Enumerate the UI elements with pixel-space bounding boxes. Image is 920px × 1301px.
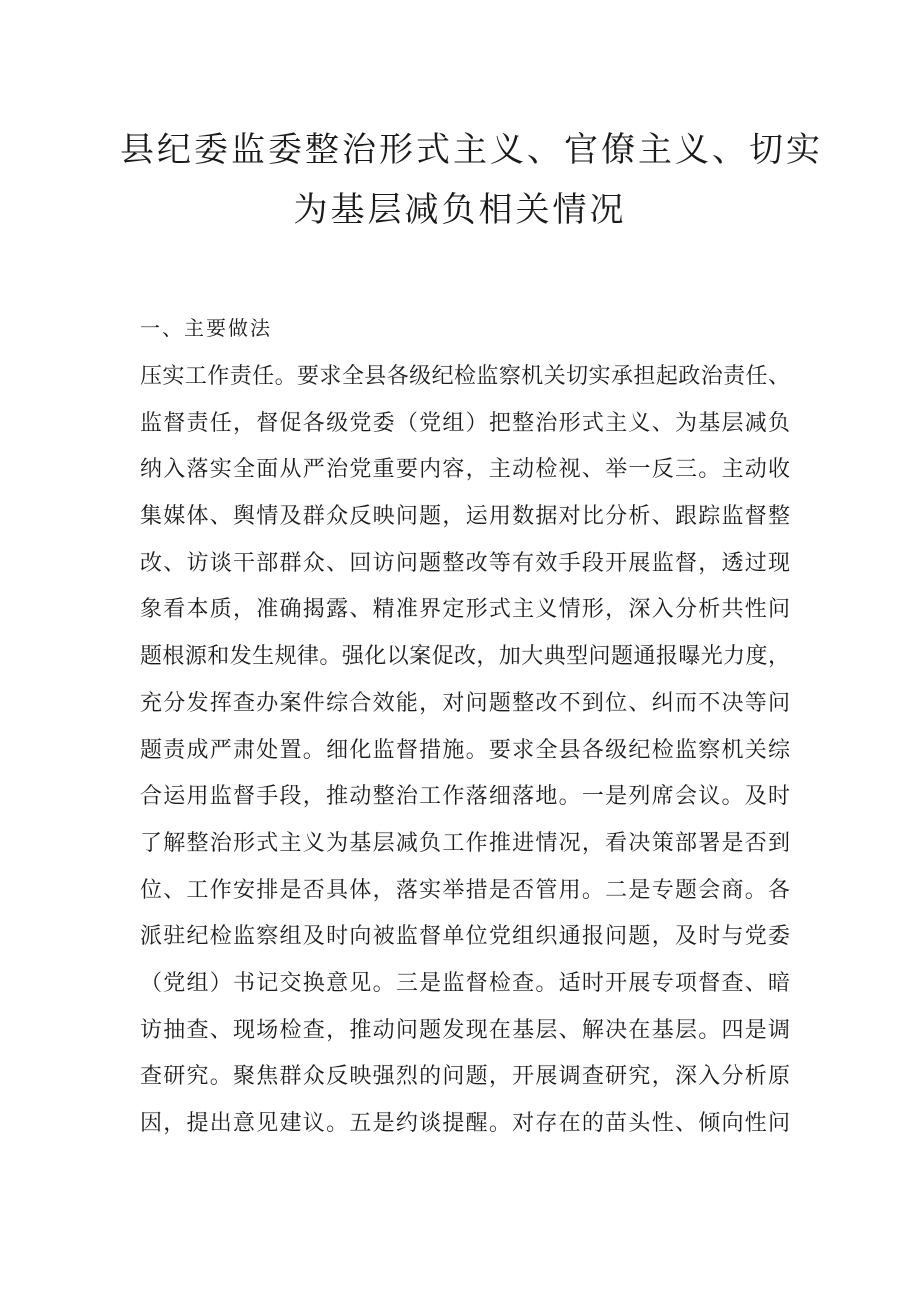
body-line: （党组）书记交换意见。三是监督检查。适时开展专项督查、暗 (140, 970, 790, 996)
body-line: 象看本质，准确揭露、精准界定形式主义情形，深入分析共性问 (140, 597, 790, 623)
body-line: 题责成严肃处置。细化监督措施。要求全县各级纪检监察机关综 (140, 737, 790, 763)
body-line: 监督责任，督促各级党委（党组）把整治形式主义、为基层减负 (140, 410, 790, 436)
body-line: 派驻纪检监察组及时向被监督单位党组织通报问题，及时与党委 (140, 924, 790, 950)
body-line: 纳入落实全面从严治党重要内容，主动检视、举一反三。主动收 (140, 457, 790, 483)
body-line: 了解整治形式主义为基层减负工作推进情况，看决策部署是否到 (140, 830, 790, 856)
body-line: 查研究。聚焦群众反映强烈的问题，开展调查研究，深入分析原 (140, 1064, 790, 1090)
body-line: 充分发挥查办案件综合效能，对问题整改不到位、纠而不决等问 (140, 690, 790, 716)
body-line: 集媒体、舆情及群众反映问题，运用数据对比分析、跟踪监督整 (140, 504, 790, 530)
body-line: 访抽查、现场检查，推动问题发现在基层、解决在基层。四是调 (140, 1017, 790, 1043)
body-line: 合运用监督手段，推动整治工作落细落地。一是列席会议。及时 (140, 784, 790, 810)
section-heading: 一、主要做法 (140, 316, 272, 340)
body-line: 压实工作责任。要求全县各级纪检监察机关切实承担起政治责任、 (140, 364, 790, 389)
title-line-1: 县纪委监委整治形式主义、官僚主义、切实 (120, 130, 823, 170)
body-line: 因，提出意见建议。五是约谈提醒。对存在的苗头性、倾向性问 (140, 1111, 790, 1136)
body-paragraph (140, 354, 790, 1148)
document-title (120, 120, 823, 240)
title-line-2: 为基层减负相关情况 (293, 190, 627, 230)
body-line: 题根源和发生规律。强化以案促改，加大典型问题通报曝光力度， (140, 644, 790, 670)
body-line: 改、访谈干部群众、回访问题整改等有效手段开展监督，透过现 (140, 550, 790, 576)
body-line: 位、工作安排是否具体，落实举措是否管用。二是专题会商。各 (140, 877, 790, 903)
